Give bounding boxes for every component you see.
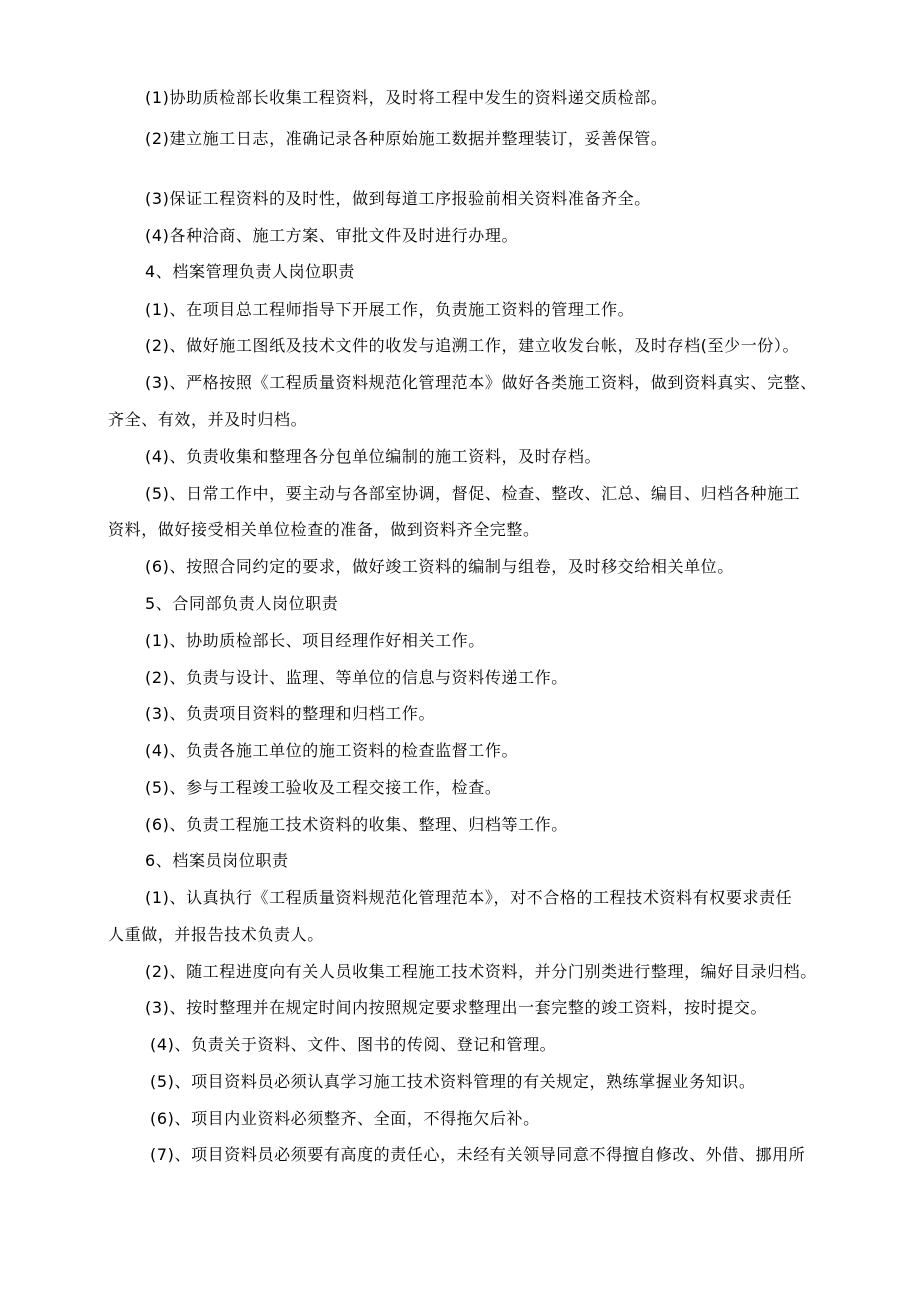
doc-line-20: (6)、负责工程施工技术资料的收集、整理、归档等工作。 [145, 815, 568, 834]
doc-line-11: (5)、日常工作中，要主动与各部室协调，督促、检查、整改、汇总、编目、归档各种施工 [145, 484, 801, 503]
doc-line-15: (1)、协助质检部长、项目经理作好相关工作。 [145, 631, 485, 650]
doc-line-28: (6)、项目内业资料必须整齐、全面，不得拖欠后补。 [150, 1109, 540, 1128]
doc-line-12: 资料，做好接受相关单位检查的准备，做到资料齐全完整。 [108, 520, 540, 539]
doc-line-7: (2)、做好施工图纸及技术文件的收发与追溯工作，建立收发台帐，及时存档(至少一份）。 [145, 336, 800, 355]
section-heading-4: 4、档案管理负责人岗位职责 [145, 262, 355, 281]
doc-line-4: (4)各种洽商、施工方案、审批文件及时进行办理。 [145, 226, 519, 245]
doc-line-16: (2)、负责与设计、监理、等单位的信息与资料传递工作。 [145, 668, 568, 687]
doc-line-22: (1)、认真执行《工程质量资料规范化管理范本》，对不合格的工程技术资料有权要求责任 [145, 888, 793, 907]
doc-line-8: (3)、严格按照《工程质量资料规范化管理范本》做好各类施工资料，做到资料真实、完整、 [145, 373, 817, 392]
doc-line-27: (5)、项目资料员必须认真学习施工技术资料管理的有关规定，熟练掌握业务知识。 [150, 1072, 756, 1091]
doc-line-10: (4)、负责收集和整理各分包单位编制的施工资料，及时存档。 [145, 447, 602, 466]
doc-line-9: 齐全、有效，并及时归档。 [108, 410, 308, 429]
section-heading-6: 6、档案员岗位职责 [145, 851, 289, 870]
doc-line-2: (2)建立施工日志，准确记录各种原始施工数据并整理装订，妥善保管。 [145, 129, 668, 148]
doc-line-29: (7)、项目资料员必须要有高度的责任心，未经有关领导同意不得擅自修改、外借、挪用所 [150, 1145, 806, 1164]
doc-line-19: (5)、参与工程竣工验收及工程交接工作，检查。 [145, 778, 502, 797]
doc-line-13: (6)、按照合同约定的要求，做好竣工资料的编制与组卷，及时移交给相关单位。 [145, 557, 734, 576]
doc-line-1: (1)协助质检部长收集工程资料，及时将工程中发生的资料递交质检部。 [145, 88, 668, 107]
doc-line-25: (3)、按时整理并在规定时间内按照规定要求整理出一套完整的竣工资料，按时提交。 [145, 998, 768, 1017]
doc-line-24: (2)、随工程进度向有关人员收集工程施工技术资料，并分门别类进行整理，编好目录归档。 [145, 962, 817, 981]
doc-line-3: (3)保证工程资料的及时性，做到每道工序报验前相关资料准备齐全。 [145, 189, 651, 208]
doc-line-17: (3)、负责项目资料的整理和归档工作。 [145, 704, 436, 723]
doc-line-23: 人重做，并报告技术负责人。 [108, 925, 324, 944]
section-heading-5: 5、合同部负责人岗位职责 [145, 594, 339, 613]
doc-line-26: (4)、负责关于资料、文件、图书的传阅、登记和管理。 [150, 1035, 557, 1054]
doc-line-18: (4)、负责各施工单位的施工资料的检查监督工作。 [145, 741, 519, 760]
doc-line-6: (1)、在项目总工程师指导下开展工作，负责施工资料的管理工作。 [145, 300, 635, 319]
